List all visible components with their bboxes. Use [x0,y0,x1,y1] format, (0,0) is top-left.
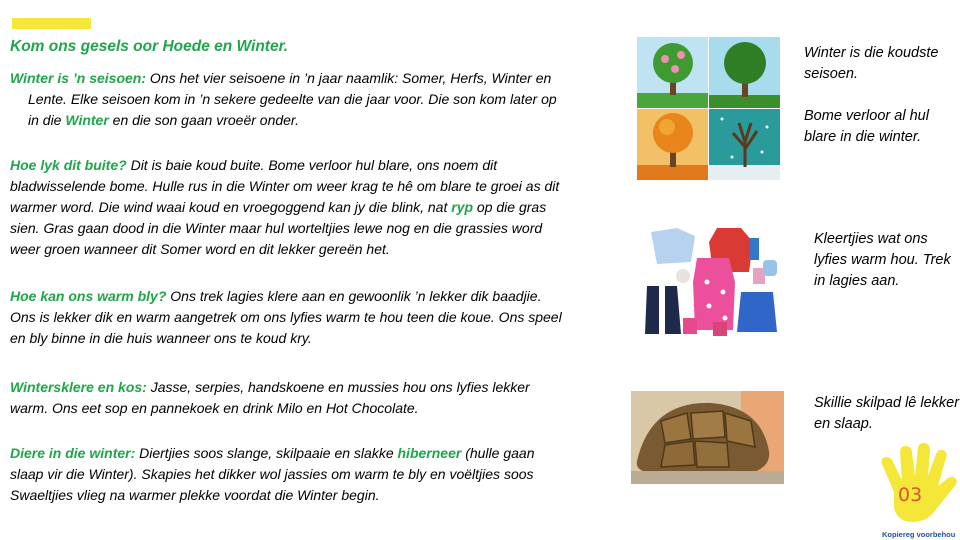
section-text-cont: en die son gaan vroeër onder. [108,112,299,128]
accent-bar [12,18,91,29]
section-text: Ons trek lagies klere aan en gewoonlik ’n lekker dik baadjie. Ons is lekker dik en warm aangetrek om ons lyfies warm te hou teen die koue. Ons speel en bly binne in die huis wanneer ons te koud kry. [10,288,562,346]
section-text: Ons het vier seisoene in ’n jaar naamlik: Somer, Herfs, Winter en Lente. Elke seisoen kom in ’n sekere gedeelte van die jaar voor. Die son kom later op in die [28,70,557,128]
section-text: Jasse, serpies, handskoene en mussies hou ons lyfies lekker warm. Ons eet sop en pannekoek en drink Milo en Hot Chocolate. [10,379,530,416]
page-number: 03 [898,484,923,506]
section-text: Diertjies soos slange, skilpaaie en slakke [135,445,398,461]
section-outside [10,155,570,260]
tortoise-caption: Skillie skilpad lê lekker en slaap. [814,395,960,432]
seasons-caption-2: Bome verloor al hul blare in die winter. [804,108,929,145]
highlight-word: Winter [65,112,109,128]
section-label: Hoe lyk dit buite? [10,157,127,173]
seasons-caption-1: Winter is die koudste seisoen. [804,45,939,82]
section-text: Dit is baie koud buite. Bome verloor hul blare, ons noem dit bladwisselende bome. Hulle rus in die Winter om weer krag te hê om blare te groei as dit warmer word. Die wind waai koud en vroegoggend kan jy die blink, nat [10,157,560,215]
section-seasons [10,68,570,131]
section-animals [10,443,570,506]
winter-clothes-image [637,222,784,344]
page-title: Kom ons gesels oor Hoede en Winter. [10,38,289,55]
section-label: Winter is ’n seisoen: [10,70,147,86]
tortoise-image [631,391,784,484]
clothes-caption: Kleertjies wat ons lyfies warm hou. Trek in lagies aan. [814,231,951,289]
highlight-word: hiberneer [397,445,462,461]
section-label: Hoe kan ons warm bly? [10,288,167,304]
section-label: Diere in die winter: [10,445,136,461]
copyright-note: Kopiereg voorbehou [882,530,956,539]
four-seasons-tree-image [637,37,780,180]
section-text-cont: op die gras sien. Gras gaan dood in die Winter maar hul worteltjies lewe nog en die grassies word weer groen wanneer dit Somer word en dit lekker gereën het. [10,199,547,257]
highlight-word: ryp [451,199,474,215]
section-text-cont: (hulle gaan slaap vir die Winter). Skapies het dikker wol jassies om warm te bly en voëltjies soos Swaeltjies vlieg na warmer plekke voordat die Winter begin. [10,445,535,503]
section-label: Wintersklere en kos: [10,379,147,395]
section-keep-warm [10,286,570,349]
section-clothes-food [10,377,570,419]
